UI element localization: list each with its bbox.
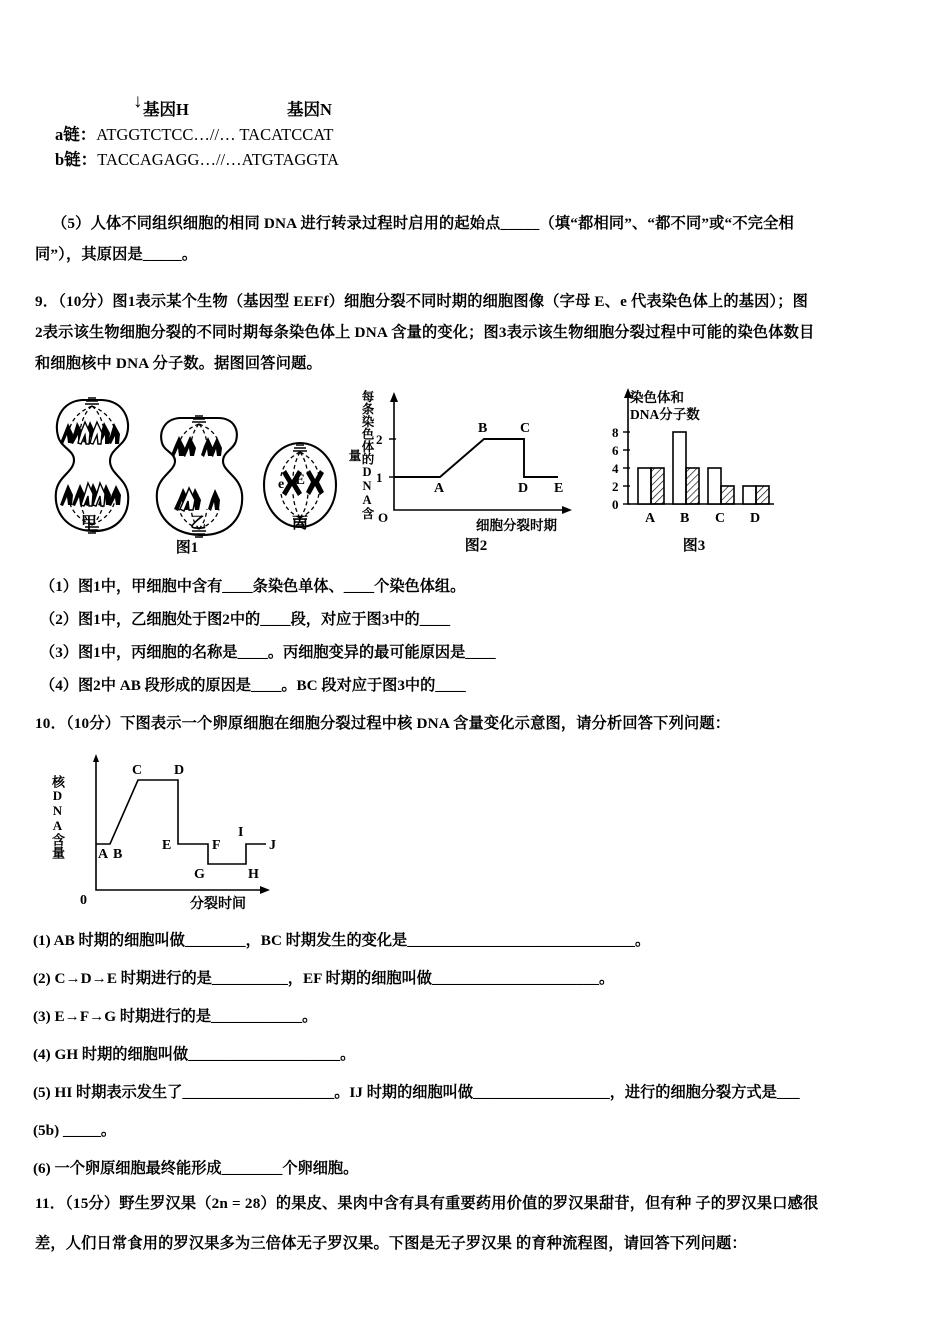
fig1-gene-label-E: E [295,472,306,488]
question-10-item-1: (1) AB 时期的细胞叫做________，BC 时期发生的变化是______________________________。 [33,932,651,949]
fig4-ylabel: 核DNA含量 [50,775,65,859]
fig4-point-F: F [212,838,221,853]
chain-b-sequence: TACCAGAGG…//…ATGTAGGTA [97,150,339,169]
cell-name-yi: 乙 [190,515,207,532]
fig2-ytick-1: 1 [376,470,383,485]
dna-chain-a-row [55,122,475,147]
fig3-ytick-6: 6 [612,443,619,458]
fig4-point-J: J [269,838,276,853]
figure-2-chart [347,382,598,560]
question-9-item-3: （3）图1中，丙细胞的名称是____。丙细胞变异的最可能原因是____ [40,644,496,661]
question-11-line1: 11．（15分）野生罗汉果（2n = 28）的果皮、果肉中含有具有重要药用价值的罗汉果甜苷，但有种 子的罗汉果口感很 [35,1195,819,1212]
chain-b-label: b链： [55,150,98,169]
fig3-bar-group-D [743,486,769,504]
figure-2-caption: 图2 [464,538,488,554]
fig4-point-A: A [98,847,109,862]
figure-1-svg [52,388,347,560]
fig3-ytick-2: 2 [612,479,619,494]
fig2-point-B: B [478,421,488,436]
fig3-cat-B: B [680,511,690,526]
fig2-point-D: D [518,481,529,496]
question-10-item-4: (4) GH 时期的细胞叫做____________________。 [33,1046,356,1063]
fig4-point-E: E [162,838,172,853]
gene-h-label: 基因H [143,100,189,119]
question-10-item-5-cont: (5b) _____。 [33,1122,117,1139]
figure-3-caption: 图3 [682,538,706,554]
fig2-xlabel: 细胞分裂时期 [476,518,557,533]
fig2-ylabel: 每条染色体的DNA含量 [347,390,374,520]
fig3-cat-C: C [715,511,726,526]
fig4-point-B: B [113,847,123,862]
chain-a-sequence: ATGGTCTCC…//… TACATCCAT [96,125,334,144]
fig4-y-axis-arrow-icon [93,754,99,762]
x-axis-arrow-icon [562,506,572,514]
fig2-origin-label: O [378,510,389,525]
question-10-item-2: (2) C→D→E 时期进行的是__________，EF 时期的细胞叫做______________________。 [33,970,615,987]
question-10-stem: 10．（10分）下图表示一个卵原细胞在细胞分裂过程中核 DNA 含量变化示意图，请分析回答下列问题： [35,715,731,732]
question-11-line2: 差，人们日常食用的罗汉果多为三倍体无子罗汉果。下图是无子罗汉果 的育种流程图，请回答下列问题： [35,1235,747,1252]
dna-sequence-diagram [55,91,475,172]
figure-1-cell-images [52,388,347,560]
question-9-item-2: （2）图1中，乙细胞处于图2中的____段，对应于图3中的____ [40,611,451,628]
question-9-stem-line1: 9．（10分）图1表示某个生物（基因型 EEFf）细胞分裂不同时期的细胞图像（字母 E、e 代表染色体上的基因）；图 [35,293,809,310]
question-10-item-5: (5) HI 时期表示发生了____________________。IJ 时期的细胞叫做__________________，进行的细胞分裂方式是___ [33,1084,800,1101]
question-9-item-1: （1）图1中，甲细胞中含有____条染色单体、____个染色体组。 [40,578,466,595]
fig4-point-I: I [238,825,244,840]
figure-3-chart [606,382,796,560]
figure-4-svg [38,752,338,922]
fig2-ytick-2: 2 [376,432,383,447]
fig4-point-H: H [248,867,259,882]
question-9-stem-line3: 和细胞核中 DNA 分子数。据图回答问题。 [35,355,322,372]
figure-1-caption: 图1 [175,540,199,556]
fig4-point-G: G [194,867,205,882]
fig3-ytick-0: 0 [612,497,619,512]
down-arrow-icon: ↓ [133,91,143,112]
cell-name-jia: 甲 [81,515,98,532]
fig4-x-axis-arrow-icon [260,886,270,894]
question-9-item-4: （4）图2中 AB 段形成的原因是____。BC 段对应于图3中的____ [40,677,466,694]
gene-n-label: 基因N [287,100,332,119]
fig3-bar-group-C [708,468,734,504]
question-9-stem-line2: 2表示该生物细胞分裂的不同时期每条染色体上 DNA 含量的变化；图3表示该生物细胞分裂过程中可能的染色体数目 [35,324,815,341]
fig4-origin-label: 0 [80,893,87,908]
fig3-bar-group-A [638,468,664,504]
question-10-item-6: (6) 一个卵原细胞最终能形成________个卵细胞。 [33,1160,359,1177]
fig3-ylabel-line2: DNA分子数 [630,407,700,422]
chain-a-label: a链： [55,125,97,144]
fig4-xlabel: 分裂时间 [190,897,246,912]
question-10-item-3: (3) E→F→G 时期进行的是____________。 [33,1008,318,1025]
fig3-ytick-4: 4 [612,461,619,476]
fig3-ytick-8: 8 [612,425,619,440]
fig2-point-A: A [434,481,445,496]
fig3-cat-A: A [645,511,656,526]
fig4-point-D: D [174,763,185,778]
cell-name-bing: 丙 [292,515,309,532]
question-8-part5-line2: 同”），其原因是_____。 [35,246,198,263]
gene-label-row [55,91,475,122]
fig2-point-E: E [554,481,564,496]
fig3-ylabel-line1: 染色体和 [630,390,684,405]
dna-chain-b-row [55,147,475,172]
fig4-point-C: C [132,763,143,778]
question-8-part5-line1: （5）人体不同组织细胞的相同 DNA 进行转录过程时启用的起始点_____（填“都相同”、“都不同”或“不完全相 [52,215,794,232]
fig3-cat-D: D [750,511,761,526]
figure-4-chart [38,752,338,922]
fig2-point-C: C [520,421,531,436]
y-axis-arrow-icon [390,392,398,402]
fig1-gene-label-e: e [278,477,285,492]
fig3-bar-group-B [673,432,699,504]
